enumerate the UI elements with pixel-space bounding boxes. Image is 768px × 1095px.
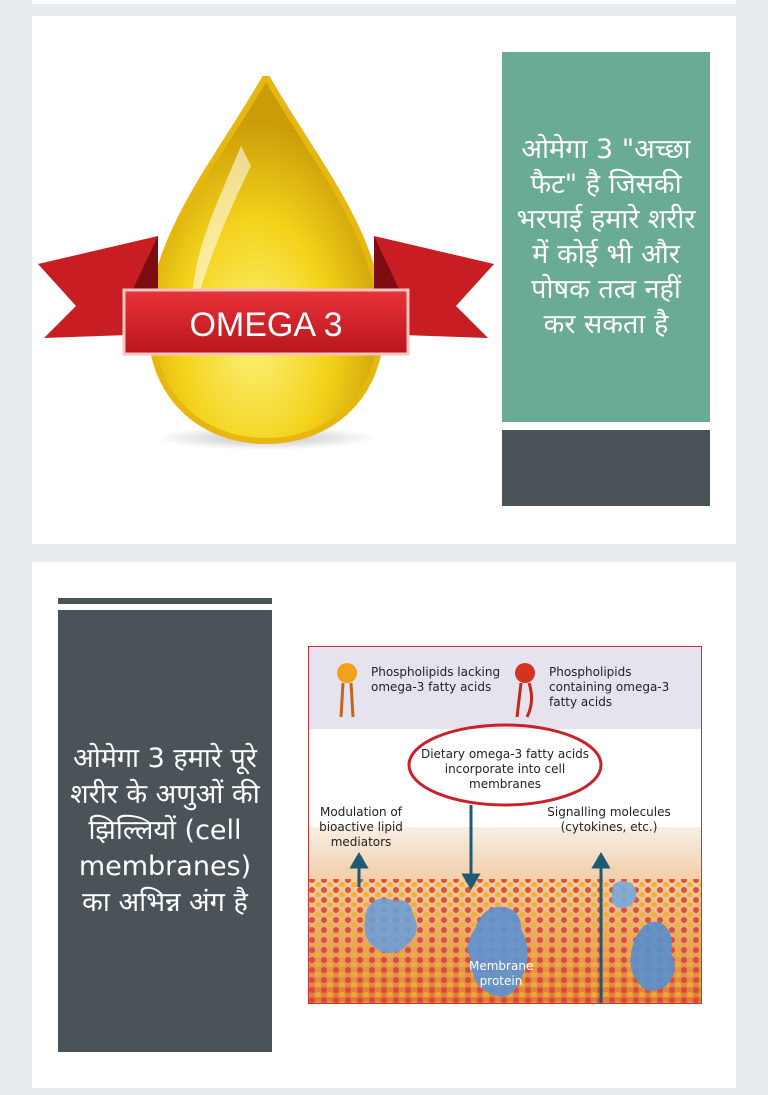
cell-membrane-diagram (308, 646, 702, 1004)
good-fat-text-panel (502, 52, 710, 422)
cell-membrane-text-panel (58, 610, 272, 1052)
slide-cell-membranes (32, 562, 736, 1088)
slide-omega3-good-fat (32, 16, 736, 544)
oil-drop-icon (151, 76, 381, 441)
omega3-badge-text: OMEGA 3 (189, 306, 343, 344)
label-phospholipids-lacking: Phospholipids lacking omega-3 fatty acids (371, 665, 501, 694)
label-modulation: Modulation of bioactive lipid mediators (319, 805, 403, 849)
dark-accent-block (502, 430, 710, 506)
label-membrane-protein: Membrane protein (469, 959, 534, 988)
good-fat-text: ओमेगा 3 "अच्छा फैट" है जिसकी भरपाई हमारे शरीर में कोई भी और पोषक तत्व नहीं कर सकता है (516, 134, 696, 340)
cell-membrane-text: ओमेगा 3 हमारे पूरे शरीर के अणुओं की झिल्लियों (cell membranes) का अभिन्न अंग है (70, 743, 260, 918)
label-phospholipids-containing: Phospholipids containing omega-3 fatty acids (549, 665, 670, 709)
previous-slide-edge (32, 0, 736, 4)
panel-top-rule (58, 598, 272, 604)
label-signalling: Signalling molecules (cytokines, etc.) (547, 805, 671, 834)
label-dietary-omega3: Dietary omega-3 fatty acids incorporate into cell membranes (420, 747, 590, 791)
omega3-drop-illustration (36, 76, 496, 456)
